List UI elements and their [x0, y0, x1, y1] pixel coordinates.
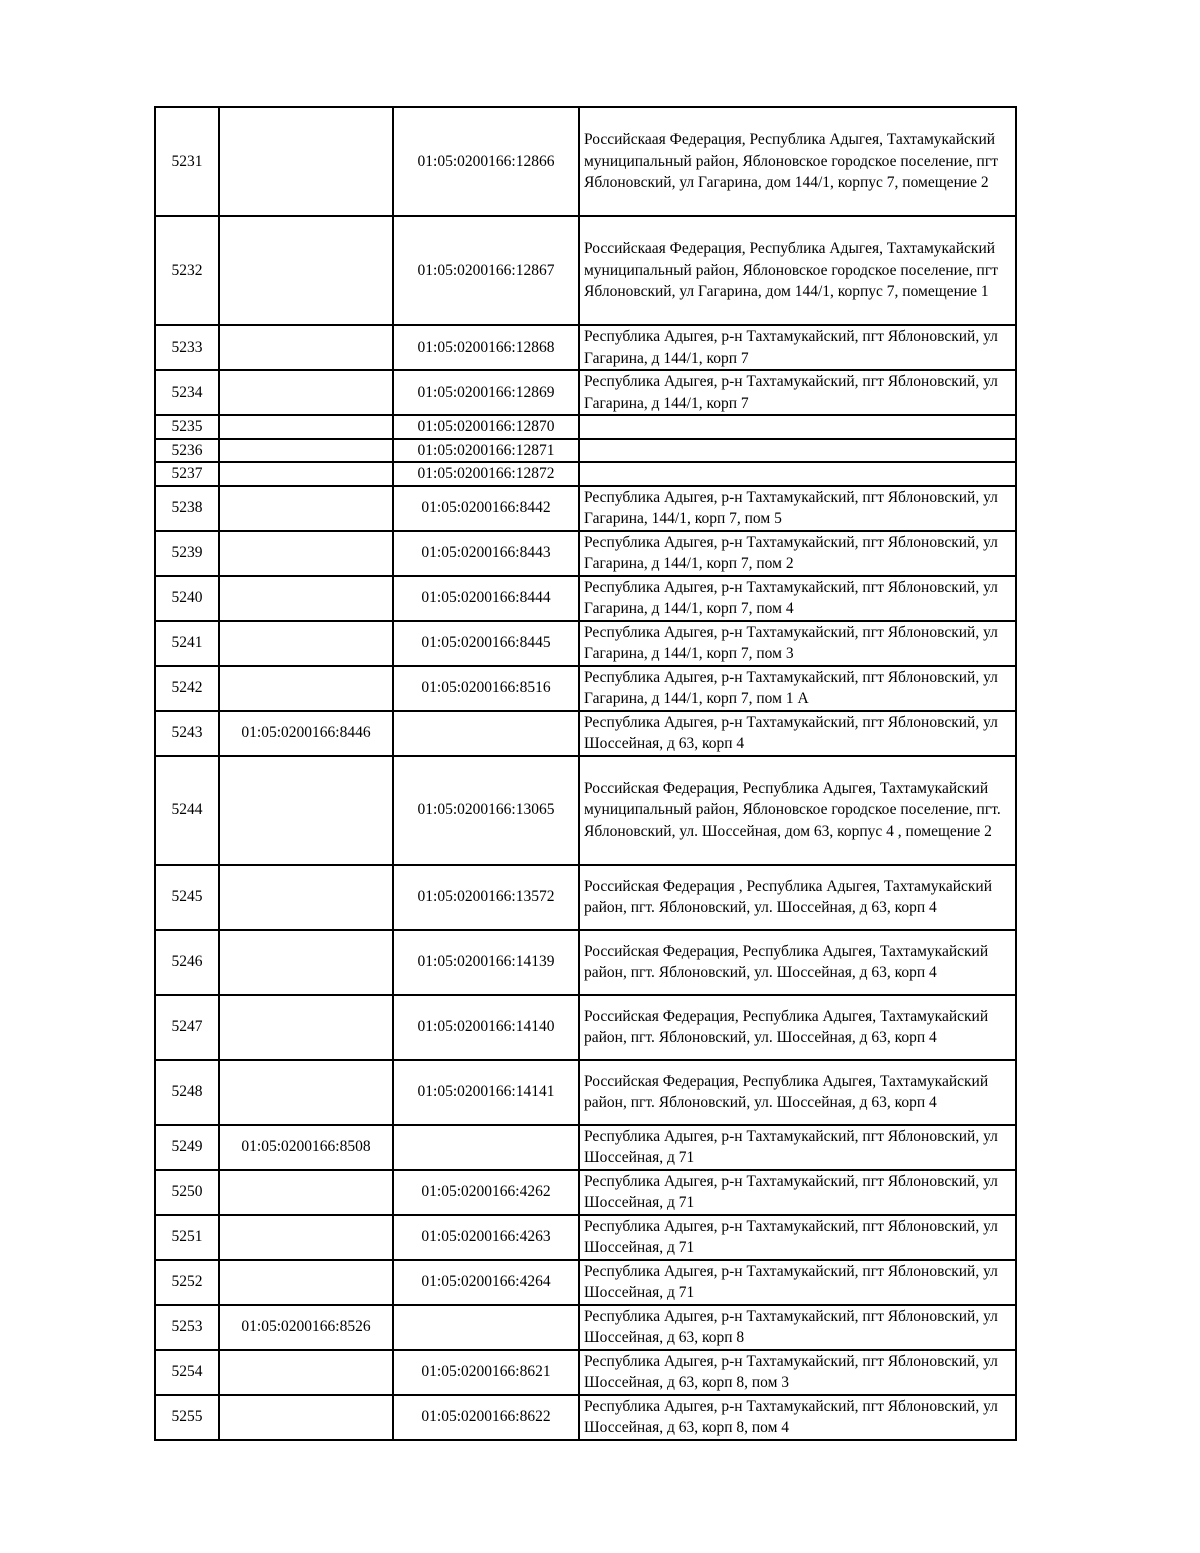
row-number-cell: 5231	[155, 107, 219, 216]
row-number-cell: 5253	[155, 1305, 219, 1350]
row-number-cell: 5232	[155, 216, 219, 325]
object-cadastral-number-cell: 01:05:0200166:8444	[393, 576, 579, 621]
land-parcel-number-cell	[219, 995, 393, 1060]
object-cadastral-number-cell: 01:05:0200166:4264	[393, 1260, 579, 1305]
table-row	[155, 756, 1016, 865]
row-number-cell: 5238	[155, 486, 219, 531]
object-cadastral-number-cell: 01:05:0200166:14141	[393, 1060, 579, 1125]
address-cell: Республика Адыгея, р-н Тахтамукайский, пгт Яблоновский, ул Шоссейная, д 71	[579, 1170, 1016, 1215]
table-row	[155, 439, 1016, 463]
address-cell: Российская Федерация, Республика Адыгея, Тахтамукайский район, пгт. Яблоновский, ул. Шоссейная, д 63, корп 4	[579, 1060, 1016, 1125]
address-cell: Российская Федерация, Республика Адыгея, Тахтамукайский район, пгт. Яблоновский, ул. Шоссейная, д 63, корп 4	[579, 995, 1016, 1060]
object-cadastral-number-cell: 01:05:0200166:12872	[393, 462, 579, 486]
table-row	[155, 1305, 1016, 1350]
table-row	[155, 930, 1016, 995]
row-number-cell: 5248	[155, 1060, 219, 1125]
table-row	[155, 1350, 1016, 1395]
address-cell	[579, 462, 1016, 486]
land-parcel-number-cell	[219, 325, 393, 370]
object-cadastral-number-cell: 01:05:0200166:13572	[393, 865, 579, 930]
address-cell: Республика Адыгея, р-н Тахтамукайский, пгт Яблоновский, ул Шоссейная, д 63, корп 8, пом 4	[579, 1395, 1016, 1440]
table-row	[155, 325, 1016, 370]
object-cadastral-number-cell: 01:05:0200166:8442	[393, 486, 579, 531]
table-body	[155, 107, 1016, 1440]
address-cell: Республика Адыгея, р-н Тахтамукайский, пгт Яблоновский, ул Гагарина, д 144/1, корп 7, пом 4	[579, 576, 1016, 621]
row-number-cell: 5252	[155, 1260, 219, 1305]
land-parcel-number-cell	[219, 1395, 393, 1440]
land-parcel-number-cell	[219, 666, 393, 711]
table-row	[155, 1260, 1016, 1305]
object-cadastral-number-cell	[393, 1305, 579, 1350]
table-row	[155, 216, 1016, 325]
address-cell: Российскаая Федерация, Республика Адыгея, Тахтамукайский муниципальный район, Яблоновское городское поселение, пгт Яблоновский, ул Гагарина, дом 144/1, корпус 7, помещение 1	[579, 216, 1016, 325]
address-cell: Российская Федерация, Республика Адыгея, Тахтамукайский муниципальный район, Яблоновское городское поселение, пгт. Яблоновский, ул. Шоссейная, дом 63, корпус 4 , помещение 2	[579, 756, 1016, 865]
land-parcel-number-cell	[219, 865, 393, 930]
object-cadastral-number-cell: 01:05:0200166:8622	[393, 1395, 579, 1440]
land-parcel-number-cell	[219, 415, 393, 439]
row-number-cell: 5233	[155, 325, 219, 370]
object-cadastral-number-cell: 01:05:0200166:12870	[393, 415, 579, 439]
object-cadastral-number-cell: 01:05:0200166:8443	[393, 531, 579, 576]
object-cadastral-number-cell: 01:05:0200166:12871	[393, 439, 579, 463]
row-number-cell: 5243	[155, 711, 219, 756]
row-number-cell: 5250	[155, 1170, 219, 1215]
land-parcel-number-cell	[219, 1215, 393, 1260]
row-number-cell: 5234	[155, 370, 219, 415]
land-parcel-number-cell	[219, 576, 393, 621]
table-row	[155, 415, 1016, 439]
land-parcel-number-cell: 01:05:0200166:8508	[219, 1125, 393, 1170]
object-cadastral-number-cell: 01:05:0200166:12868	[393, 325, 579, 370]
object-cadastral-number-cell: 01:05:0200166:14139	[393, 930, 579, 995]
land-parcel-number-cell	[219, 216, 393, 325]
table-row	[155, 995, 1016, 1060]
land-parcel-number-cell	[219, 370, 393, 415]
row-number-cell: 5251	[155, 1215, 219, 1260]
object-cadastral-number-cell: 01:05:0200166:8621	[393, 1350, 579, 1395]
row-number-cell: 5247	[155, 995, 219, 1060]
table-row	[155, 1125, 1016, 1170]
object-cadastral-number-cell: 01:05:0200166:12866	[393, 107, 579, 216]
row-number-cell: 5237	[155, 462, 219, 486]
address-cell: Республика Адыгея, р-н Тахтамукайский, пгт Яблоновский, ул Гагарина, д 144/1, корп 7, пом 3	[579, 621, 1016, 666]
table-row	[155, 711, 1016, 756]
object-cadastral-number-cell: 01:05:0200166:12869	[393, 370, 579, 415]
object-cadastral-number-cell	[393, 711, 579, 756]
table-row	[155, 1170, 1016, 1215]
address-cell: Республика Адыгея, р-н Тахтамукайский, пгт Яблоновский, ул Шоссейная, д 71	[579, 1260, 1016, 1305]
address-cell: Российская Федерация, Республика Адыгея, Тахтамукайский район, пгт. Яблоновский, ул. Шоссейная, д 63, корп 4	[579, 930, 1016, 995]
object-cadastral-number-cell: 01:05:0200166:4263	[393, 1215, 579, 1260]
land-parcel-number-cell	[219, 1170, 393, 1215]
address-cell	[579, 415, 1016, 439]
row-number-cell: 5235	[155, 415, 219, 439]
address-cell: Республика Адыгея, р-н Тахтамукайский, пгт Яблоновский, ул Шоссейная, д 71	[579, 1125, 1016, 1170]
table-row	[155, 1060, 1016, 1125]
land-parcel-number-cell	[219, 439, 393, 463]
address-cell: Российскаая Федерация, Республика Адыгея, Тахтамукайский муниципальный район, Яблоновское городское поселение, пгт Яблоновский, ул Гагарина, дом 144/1, корпус 7, помещение 2	[579, 107, 1016, 216]
table-row	[155, 576, 1016, 621]
address-cell: Республика Адыгея, р-н Тахтамукайский, пгт Яблоновский, ул Гагарина, д 144/1, корп 7, пом 1 А	[579, 666, 1016, 711]
object-cadastral-number-cell: 01:05:0200166:4262	[393, 1170, 579, 1215]
land-parcel-number-cell	[219, 462, 393, 486]
table-row	[155, 462, 1016, 486]
row-number-cell: 5254	[155, 1350, 219, 1395]
land-parcel-number-cell: 01:05:0200166:8446	[219, 711, 393, 756]
land-parcel-number-cell	[219, 1260, 393, 1305]
land-parcel-number-cell	[219, 1060, 393, 1125]
row-number-cell: 5240	[155, 576, 219, 621]
address-cell: Республика Адыгея, р-н Тахтамукайский, пгт Яблоновский, ул Шоссейная, д 71	[579, 1215, 1016, 1260]
object-cadastral-number-cell: 01:05:0200166:12867	[393, 216, 579, 325]
address-cell: Республика Адыгея, р-н Тахтамукайский, пгт Яблоновский, ул Шоссейная, д 63, корп 8	[579, 1305, 1016, 1350]
address-cell: Российская Федерация , Республика Адыгея, Тахтамукайский район, пгт. Яблоновский, ул. Шоссейная, д 63, корп 4	[579, 865, 1016, 930]
row-number-cell: 5239	[155, 531, 219, 576]
object-cadastral-number-cell: 01:05:0200166:8445	[393, 621, 579, 666]
row-number-cell: 5244	[155, 756, 219, 865]
table-row	[155, 486, 1016, 531]
row-number-cell: 5245	[155, 865, 219, 930]
address-cell	[579, 439, 1016, 463]
land-parcel-number-cell	[219, 930, 393, 995]
address-cell: Республика Адыгея, р-н Тахтамукайский, пгт Яблоновский, ул Гагарина, 144/1, корп 7, пом 5	[579, 486, 1016, 531]
object-cadastral-number-cell	[393, 1125, 579, 1170]
table-row	[155, 1395, 1016, 1440]
land-parcel-number-cell	[219, 1350, 393, 1395]
row-number-cell: 5236	[155, 439, 219, 463]
land-parcel-number-cell: 01:05:0200166:8526	[219, 1305, 393, 1350]
table-row	[155, 370, 1016, 415]
table-row	[155, 666, 1016, 711]
table-row	[155, 865, 1016, 930]
address-cell: Республика Адыгея, р-н Тахтамукайский, пгт Яблоновский, ул Гагарина, д 144/1, корп 7	[579, 325, 1016, 370]
row-number-cell: 5249	[155, 1125, 219, 1170]
address-cell: Республика Адыгея, р-н Тахтамукайский, пгт Яблоновский, ул Шоссейная, д 63, корп 8, пом 3	[579, 1350, 1016, 1395]
land-parcel-number-cell	[219, 756, 393, 865]
table-row	[155, 107, 1016, 216]
table-row	[155, 1215, 1016, 1260]
address-cell: Республика Адыгея, р-н Тахтамукайский, пгт Яблоновский, ул Шоссейная, д 63, корп 4	[579, 711, 1016, 756]
row-number-cell: 5255	[155, 1395, 219, 1440]
land-parcel-number-cell	[219, 107, 393, 216]
table-row	[155, 531, 1016, 576]
table-row	[155, 621, 1016, 666]
row-number-cell: 5246	[155, 930, 219, 995]
row-number-cell: 5241	[155, 621, 219, 666]
object-cadastral-number-cell: 01:05:0200166:13065	[393, 756, 579, 865]
address-cell: Республика Адыгея, р-н Тахтамукайский, пгт Яблоновский, ул Гагарина, д 144/1, корп 7, пом 2	[579, 531, 1016, 576]
land-parcel-number-cell	[219, 531, 393, 576]
land-parcel-number-cell	[219, 621, 393, 666]
address-cell: Республика Адыгея, р-н Тахтамукайский, пгт Яблоновский, ул Гагарина, д 144/1, корп 7	[579, 370, 1016, 415]
row-number-cell: 5242	[155, 666, 219, 711]
registry-table	[154, 106, 1017, 1441]
object-cadastral-number-cell: 01:05:0200166:14140	[393, 995, 579, 1060]
land-parcel-number-cell	[219, 486, 393, 531]
object-cadastral-number-cell: 01:05:0200166:8516	[393, 666, 579, 711]
